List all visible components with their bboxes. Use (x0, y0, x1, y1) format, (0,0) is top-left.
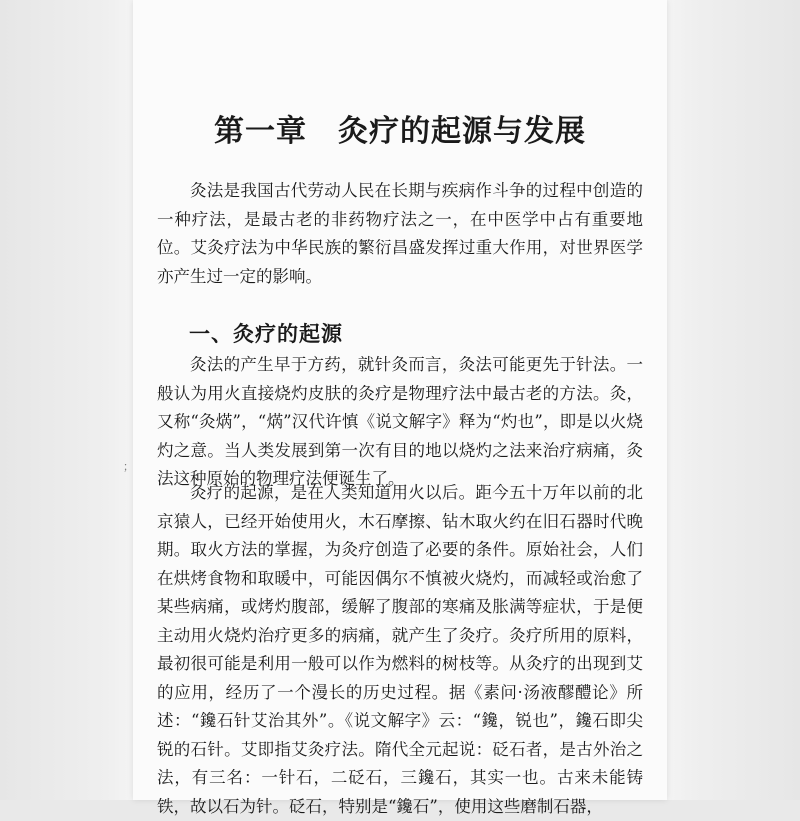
intro-paragraph: 灸法是我国古代劳动人民在长期与疾病作斗争的过程中创造的一种疗法，是最古老的非药物疗法之一，在中医学中占有重要地位。艾灸疗法为中华民族的繁衍昌盛发挥过重大作用，对世界医学亦产生过一定的影响。 (157, 181, 643, 286)
chapter-title: 第一章 灸疗的起源与发展 (214, 114, 586, 149)
paragraph-origin-2: 灸疗的起源，是在人类知道用火以后。距今五十万年以前的北京猿人，已经开始使用火，木石摩擦、钻木取火约在旧石器时代晚期。取火方法的掌握，为灸疗创造了必要的条件。原始社会，人们在烘烤食物和取暖中，可能因偶尔不慎被火烧灼，而减轻或治愈了某些病痛，或烤灼腹部，缓解了腹部的寒痛及胀满等症状，于是便主动用火烧灼治疗更多的病痛，就产生了灸疗。灸疗所用的原料，最初很可能是利用一般可以作为燃料的树枝等。从灸疗的出现到艾的应用，经历了一个漫长的历史过程。据《素问·汤液醪醴论》所述：“鑱石针艾治其外”。《说文解字》云：“鑱，锐也”，鑱石即尖锐的石针。艾即指艾灸疗法。隋代全元起说：砭石者，是古外治之法，有三名：一针石，二砭石，三鑱石，其实一也。古来未能铸铁，故以石为针。砭石，特别是“鑱石”，使用这些磨制石器， (157, 483, 643, 816)
margin-mark: ； (123, 460, 134, 473)
left-page-edge (0, 0, 133, 800)
right-page-edge (667, 0, 800, 800)
book-page (133, 0, 667, 816)
section-title: 一、灸疗的起源 (189, 321, 343, 346)
paragraph-origin-1: 灸法的产生早于方药，就针灸而言，灸法可能更先于针法。一般认为用火直接烧灼皮肤的灸疗是物理疗法中最古老的方法。灸，又称“灸焫”，“焫”汉代许慎《说文解字》释为“灼也”，即是以火烧灼之意。当人类发展到第一次有目的地以烧灼之法来治疗病痛，灸法这种原始的物理疗法便诞生了。 (157, 355, 643, 488)
